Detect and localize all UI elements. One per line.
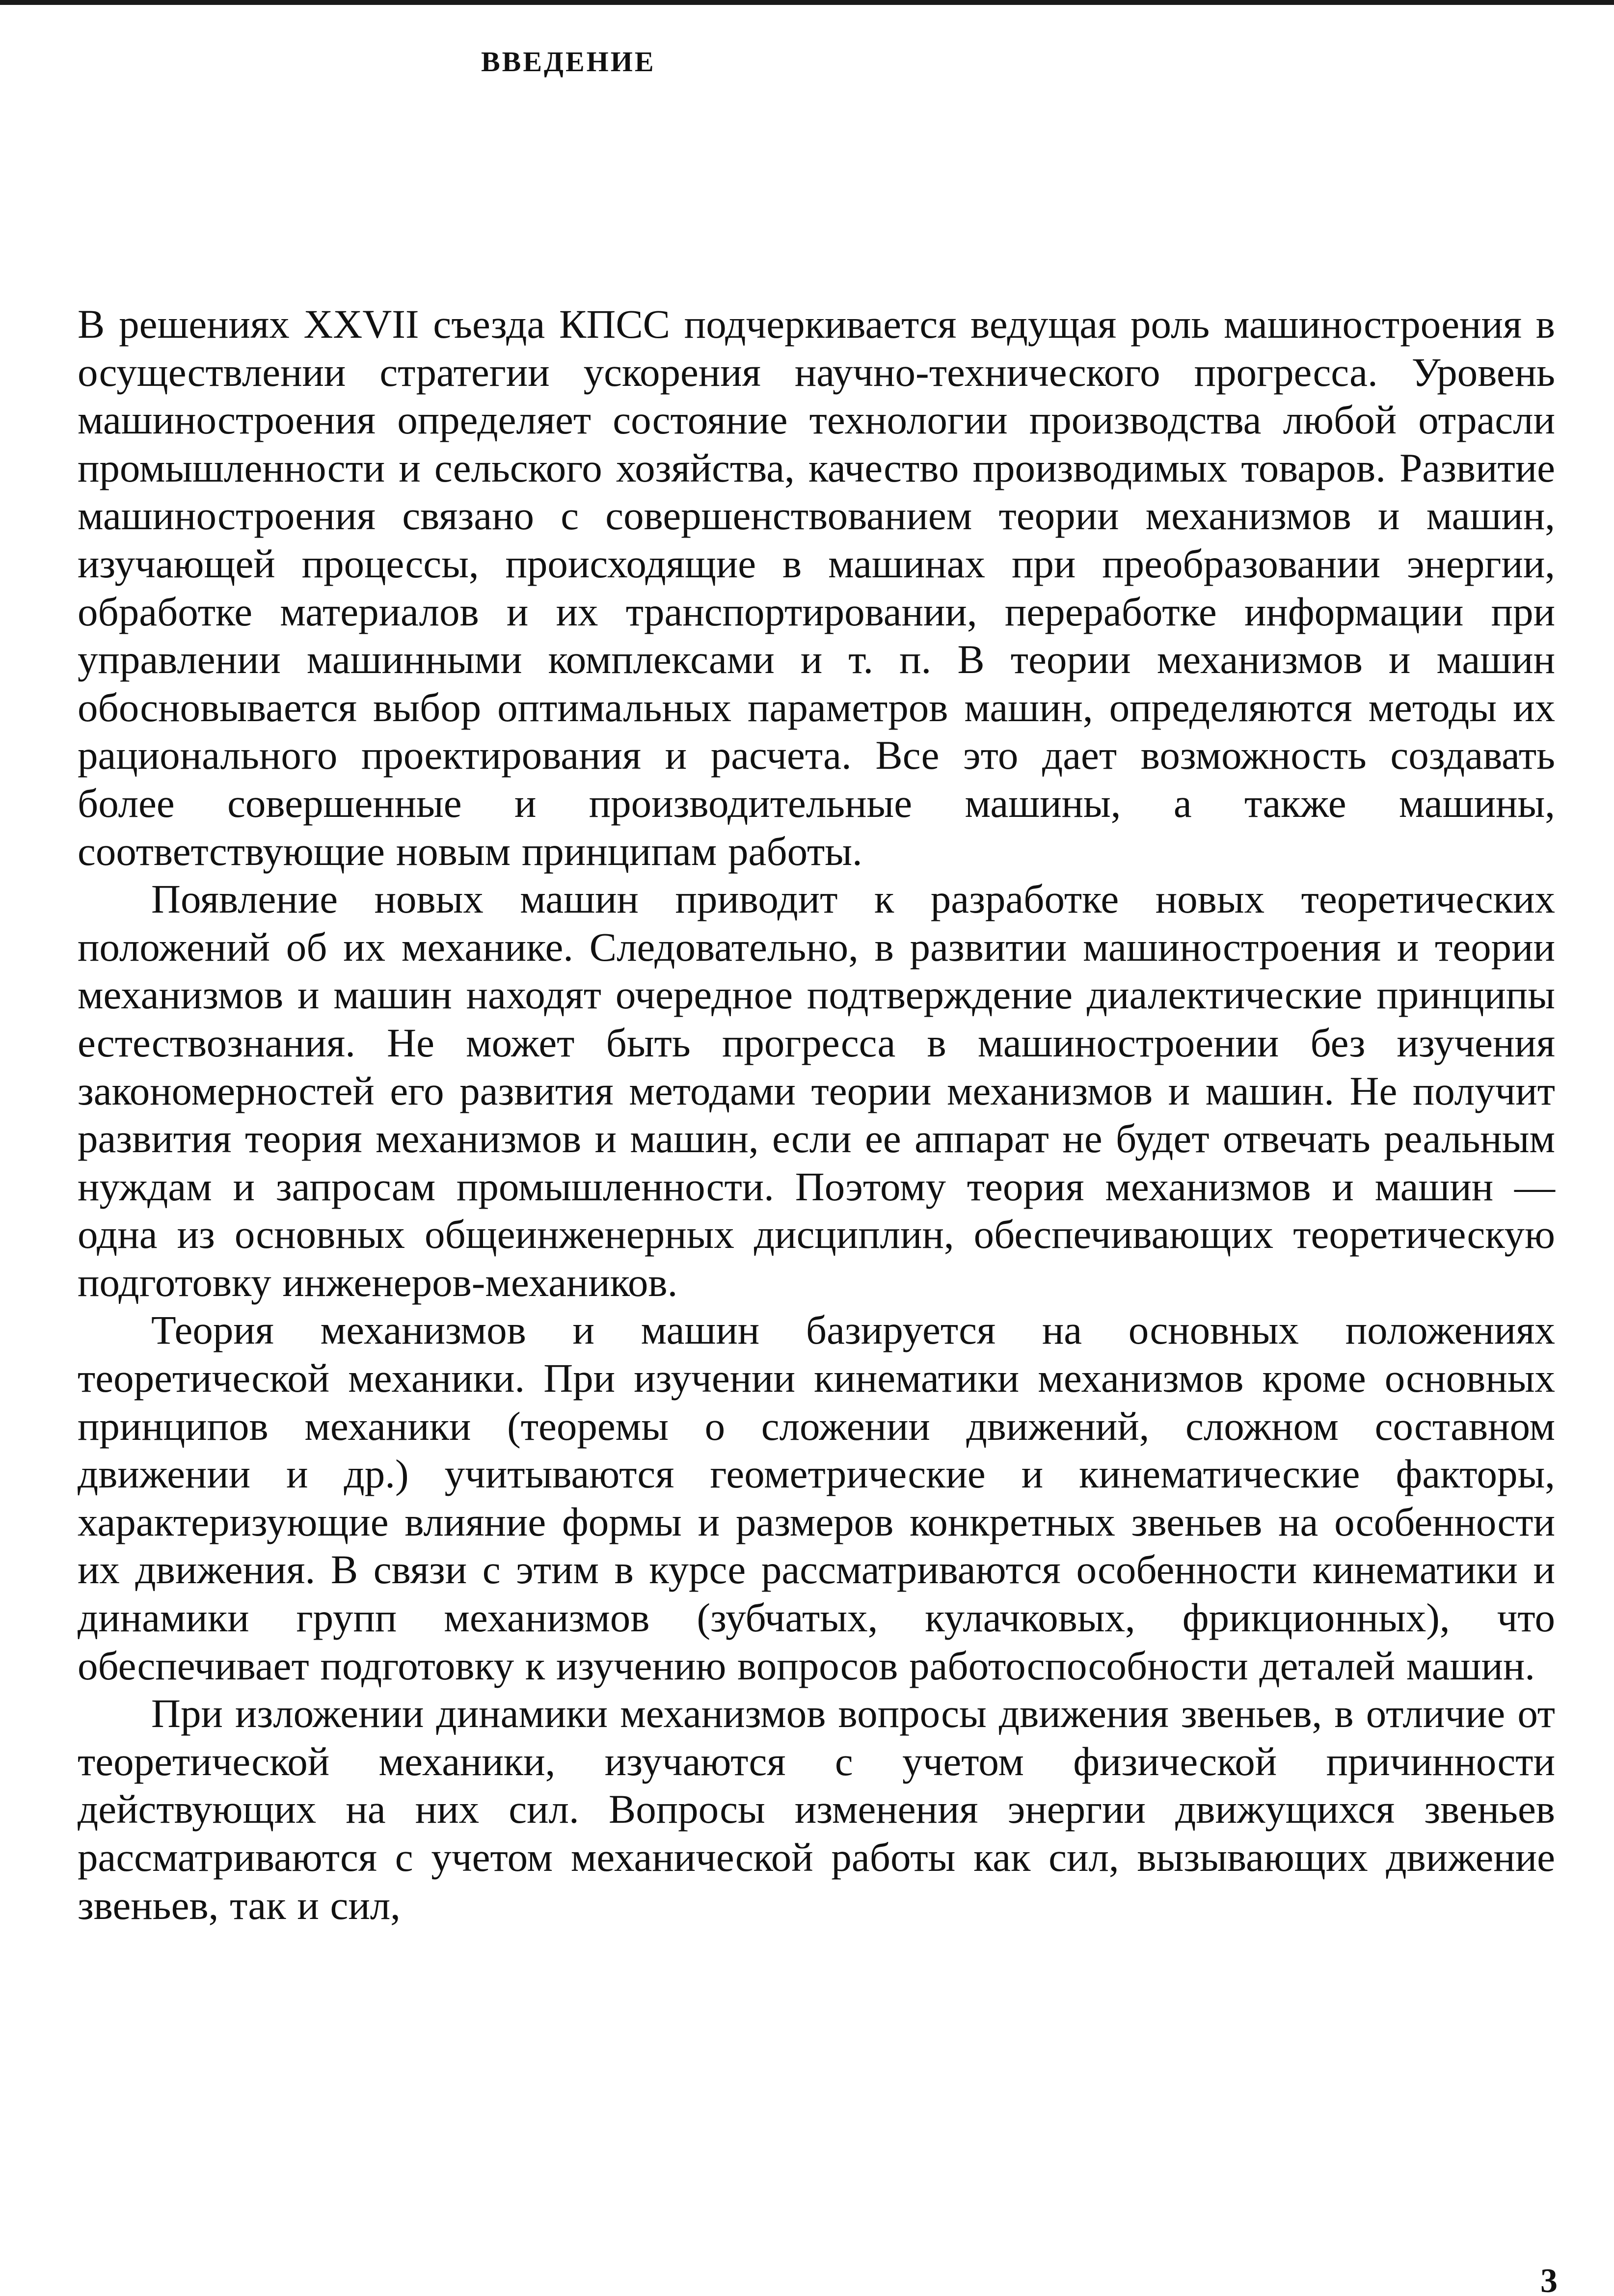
paragraph-1: В решениях XXVII съезда КПСС подчеркивается ведущая роль машиностроения в осуществлении стратегии ускорения научно-технического прогресса. Уровень машиностроения определяет состояние технологии производства любой отрасли промышленности и сельского хозяйства, качество производимых товаров. Развитие машиностроения связано с совершенствованием теории механизмов и машин, изучающей процессы, происходящие в машинах при преобразовании энергии, обработке материалов и их транспортировании, переработке информации при управлении машинными комплексами и т. п. В теории механизмов и машин обосновывается выбор оптимальных параметров машин, определяются методы их рационального проектирования и расчета. Все это дает возможность создавать более совершенные и производительные машины, а также машины, соответствующие новым принципам работы. <box>78 301 1555 874</box>
page-heading: ВВЕДЕНИЕ <box>481 46 656 78</box>
paragraph-2: Появление новых машин приводит к разработке новых теоретических положений об их механике. Следовательно, в развитии машиностроения и теории механизмов и машин находят очередное подтверждение диалектические принципы естествознания. Не может быть прогресса в машиностроении без изучения закономерностей его развития методами теории механизмов и машин. Не получит развития теория механизмов и машин, если ее аппарат не будет отвечать реальным нуждам и запросам промышленности. Поэтому теория механизмов и машин — одна из основных общеинженерных дисциплин, обеспечивающих теоретическую подготовку инженеров-механиков. <box>78 876 1555 1305</box>
paragraph-4: При изложении динамики механизмов вопросы движения звеньев, в отличие от теоретической механики, изучаются с учетом физической причинности действующих на них сил. Вопросы изменения энергии движущихся звеньев рассматриваются с учетом механической работы как сил, вызывающих движение звеньев, так и сил, <box>78 1691 1555 1928</box>
top-border-rule <box>0 0 1614 5</box>
paragraph-3: Теория механизмов и машин базируется на основных положениях теоретической механики. При изучении кинематики механизмов кроме основных принципов механики (теоремы о сложении движений, сложном составном движении и др.) учитываются геометрические и кинематические факторы, характеризующие влияние формы и размеров конкретных звеньев на особенности их движения. В связи с этим в курсе рассматриваются особенности кинематики и динамики групп механизмов (зубчатых, кулачковых, фрикционных), что обеспечивает подготовку к изучению вопросов работоспособности деталей машин. <box>78 1307 1555 1688</box>
body-text <box>78 300 1555 1929</box>
page-number: 3 <box>1540 2264 1558 2296</box>
